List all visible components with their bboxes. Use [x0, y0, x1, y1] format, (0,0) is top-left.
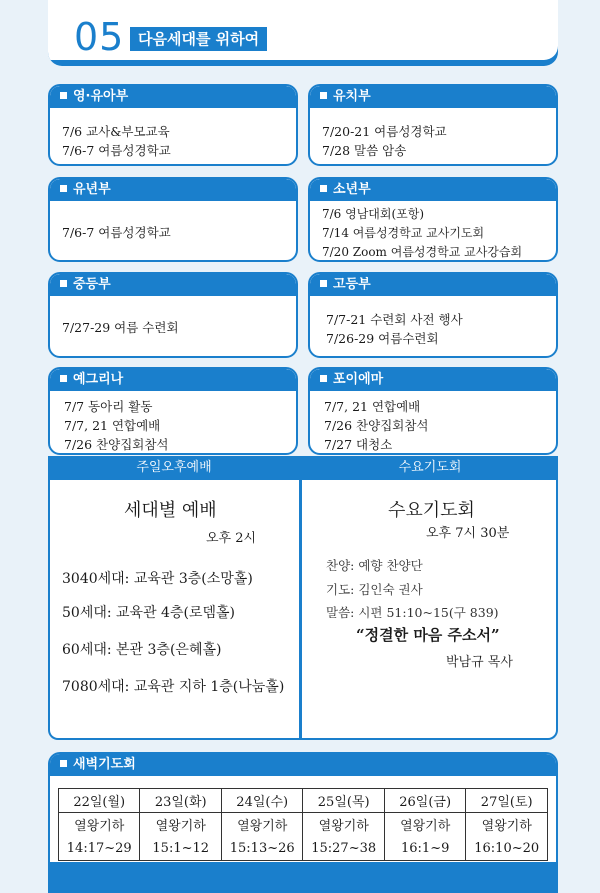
dawn-book: 열왕기하	[318, 818, 369, 834]
dept-line: 7/26-29 여름수련회	[326, 331, 439, 346]
dept-line: 7/26 찬양집회참석	[324, 418, 429, 433]
header-bar	[48, 0, 558, 66]
dept-line: 7/28 말씀 암송	[322, 143, 407, 158]
bullet-square-icon	[60, 92, 67, 99]
bullet-square-icon	[320, 375, 327, 382]
dept-box-elementary-lower	[48, 177, 298, 262]
dept-line: 7/27-29 여름 수련회	[62, 320, 179, 335]
dawn-ref: 15:27~38	[311, 840, 377, 856]
sunday-group: 60세대: 본관 3층(은혜홀)	[62, 642, 222, 658]
dept-name: 예그리나	[73, 372, 124, 387]
dept-name: 포이에마	[333, 372, 384, 387]
dawn-day: 24일(수)	[221, 789, 302, 813]
dawn-passage	[303, 813, 384, 861]
worship-divider	[299, 456, 302, 740]
dawn-passage	[140, 813, 221, 861]
dawn-passage	[59, 813, 140, 861]
wednesday-sermon: 말씀: 시편 51:10~15(구 839)	[326, 605, 499, 620]
dawn-day: 26일(금)	[384, 789, 465, 813]
dawn-ref: 16:10~20	[474, 840, 540, 856]
dept-name: 유년부	[73, 182, 111, 197]
bullet-square-icon	[320, 92, 327, 99]
dept-box-yegrina	[48, 367, 298, 455]
dept-name: 중등부	[73, 277, 111, 292]
dept-box-elementary-upper	[308, 177, 558, 262]
dept-name: 유치부	[333, 89, 371, 104]
section-title: 다음세대를 위하여	[130, 27, 267, 51]
dawn-book: 열왕기하	[481, 818, 532, 834]
sunday-group: 3040세대: 교육관 3층(소망홀)	[62, 571, 253, 587]
sunday-group: 50세대: 교육관 4층(로뎀홀)	[62, 605, 235, 621]
dawn-schedule-table	[58, 788, 548, 861]
dawn-book: 열왕기하	[400, 818, 451, 834]
dawn-passage	[384, 813, 465, 861]
dept-line: 7/6-7 여름성경학교	[62, 143, 171, 158]
dawn-day: 22일(월)	[59, 789, 140, 813]
dept-box-poiema	[308, 367, 558, 455]
dept-line: 7/6-7 여름성경학교	[62, 225, 171, 240]
dept-line: 7/20 Zoom 여름성경학교 교사강습회	[322, 245, 523, 259]
sunday-time: 오후 2시	[206, 531, 257, 546]
dept-line: 7/7-21 수련회 사전 행사	[326, 312, 463, 327]
dept-box-kindergarten	[308, 84, 558, 166]
dept-box-infant	[48, 84, 298, 166]
wednesday-time: 오후 7시 30분	[426, 526, 510, 541]
bullet-square-icon	[60, 760, 67, 767]
dawn-book: 열왕기하	[155, 818, 206, 834]
dept-line: 7/27 대청소	[324, 437, 393, 452]
sunday-heading: 주일오후예배	[48, 456, 300, 480]
wednesday-prayer: 기도: 김인숙 권사	[326, 582, 423, 597]
dawn-ref: 16:1~9	[401, 840, 450, 856]
bullet-square-icon	[60, 280, 67, 287]
section-number: 05	[74, 15, 125, 59]
dept-box-high	[308, 272, 558, 358]
dept-line: 7/7, 21 연합예배	[324, 399, 421, 414]
wednesday-preacher: 박남규 목사	[446, 655, 513, 670]
dept-line: 7/20-21 여름성경학교	[322, 124, 447, 139]
dept-line: 7/26 찬양집회참석	[64, 437, 169, 452]
bullet-square-icon	[320, 280, 327, 287]
sunday-group: 7080세대: 교육관 지하 1층(나눔홀)	[62, 679, 285, 695]
dawn-prayer-panel	[48, 752, 558, 864]
footer-bar	[48, 864, 558, 893]
dept-name: 고등부	[333, 277, 371, 292]
dept-line: 7/7 동아리 활동	[64, 399, 153, 414]
bullet-square-icon	[60, 375, 67, 382]
dawn-heading: 새벽기도회	[73, 757, 136, 772]
dawn-passage	[221, 813, 302, 861]
dawn-book: 열왕기하	[74, 818, 125, 834]
dept-name: 소년부	[333, 182, 371, 197]
dawn-day: 27일(토)	[466, 789, 548, 813]
dept-name: 영·유아부	[73, 89, 129, 104]
bullet-square-icon	[320, 185, 327, 192]
dawn-ref: 14:17~29	[66, 840, 132, 856]
dept-box-middle	[48, 272, 298, 358]
sunday-title: 세대별 예배	[124, 500, 217, 521]
dept-line: 7/6 영남대회(포항)	[322, 207, 425, 221]
dawn-day: 25일(목)	[303, 789, 384, 813]
dawn-passage	[466, 813, 548, 861]
dawn-day: 23일(화)	[140, 789, 221, 813]
dawn-book: 열왕기하	[237, 818, 288, 834]
wednesday-heading: 수요기도회	[302, 456, 558, 480]
dawn-ref: 15:1~12	[152, 840, 210, 856]
dept-line: 7/6 교사&부모교육	[62, 124, 170, 139]
dawn-ref: 15:13~26	[229, 840, 295, 856]
wednesday-title: 수요기도회	[388, 500, 475, 521]
dept-line: 7/7, 21 연합예배	[64, 418, 161, 433]
wednesday-sermon-title: “정결한 마음 주소서”	[356, 626, 500, 644]
dept-line: 7/14 여름성경학교 교사기도회	[322, 226, 485, 240]
bullet-square-icon	[60, 185, 67, 192]
wednesday-praise: 찬양: 예향 찬양단	[326, 558, 423, 573]
